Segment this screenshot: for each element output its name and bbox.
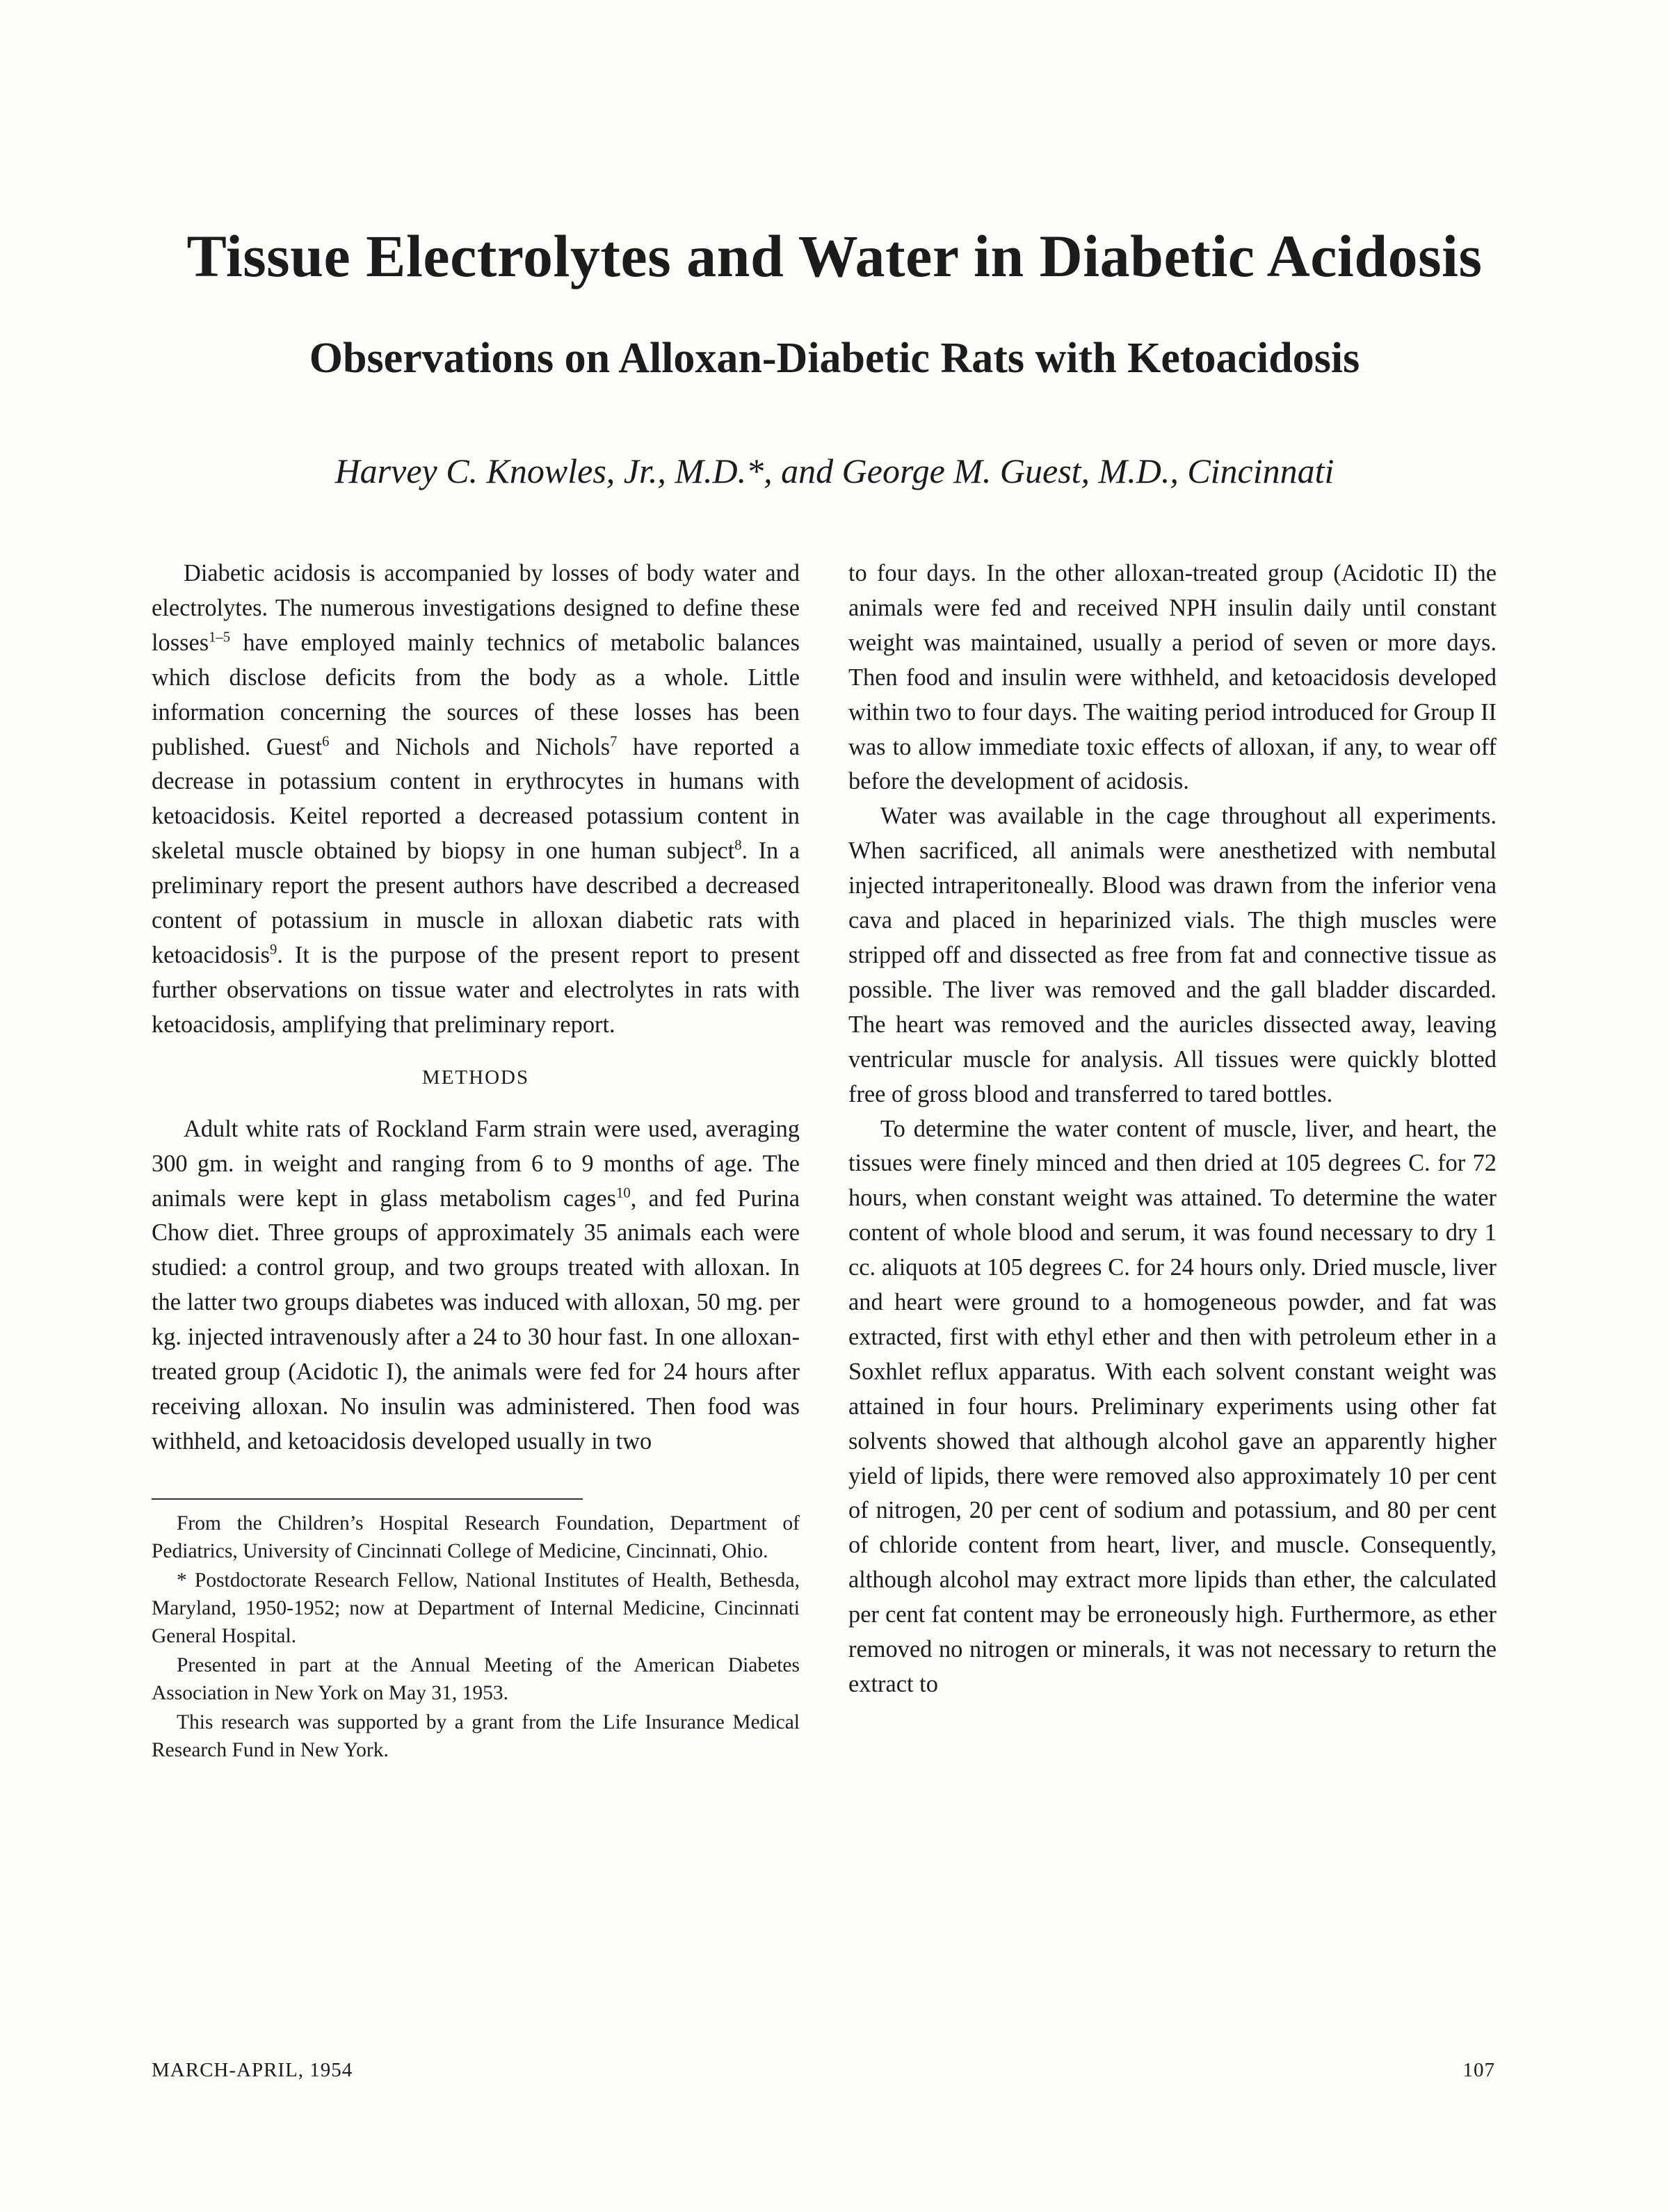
reference-superscript: 9 <box>270 942 277 958</box>
footnote-divider <box>152 1498 583 1500</box>
intro-text-b: have employed mainly technics of metabolic balances which disclose deficits from the body as a whole. Little information concerning the sources of these losses has been published. Guest <box>152 629 800 760</box>
author-line: Harvey C. Knowles, Jr., M.D.*, and George M. Guest, M.D., Cincinnati <box>334 451 1335 490</box>
methods-text-a: Adult white rats of Rockland Farm strain were used, averaging 300 gm. in weight and ranging from 6 to 9 months of age. The animals were kept in glass metabolism cages <box>152 1115 800 1212</box>
page-number: 107 <box>1462 2059 1495 2081</box>
methods-text-b: , and fed Purina Chow diet. Three groups of approximately 35 animals each were studied: a control group, and two groups treated with alloxan. In the latter two groups diabetes was induced with alloxan, 50 mg. per kg. injected intravenously after a 24 to 30 hour fast. In one alloxan-treated group (Acidotic I), the animals were fed for 24 hours after receiving alloxan. No insulin was administered. Then food was withheld, and ketoacidosis developed usually in two <box>152 1185 800 1454</box>
footnotes <box>152 1509 800 1765</box>
article-subtitle: Observations on Alloxan-Diabetic Rats with Ketoacidosis <box>309 335 1360 382</box>
reference-superscript: 7 <box>610 734 618 750</box>
footnote-affiliation: From the Children’s Hospital Research Foundation, Department of Pediatrics, University of Cincinnati College of Medicine, Cincinnati, Ohio. <box>152 1512 800 1563</box>
methods-paragraph <box>152 1112 800 1459</box>
footnote-fellowship: * Postdoctorate Research Fellow, National Institutes of Health, Bethesda, Maryland, 1950-1952; now at Department of Internal Medicine, Cincinnati General Hospital. <box>152 1569 800 1648</box>
intro-text-d: have reported a decrease in potassium content in erythrocytes in humans with ketoacidosis. Keitel reported a decreased potassium content in skeletal muscle obtained by biopsy in one human subject <box>152 733 800 865</box>
article-title: Tissue Electrolytes and Water in Diabetic Acidosis <box>186 223 1483 289</box>
reference-superscript: 10 <box>616 1185 631 1201</box>
intro-text-e: . In a preliminary report the present authors have described a decreased content of potassium in muscle in alloxan diabetic rats with ketoacidosis <box>152 837 800 968</box>
footnote-funding: This research was supported by a grant from the Life Insurance Medical Research Fund in New York. <box>152 1710 800 1761</box>
methods-heading: METHODS <box>421 1066 530 1089</box>
intro-text-f: . It is the purpose of the present report to present further observations on tissue water and electrolytes in rats with ketoacidosis, amplifying that preliminary report. <box>152 941 800 1038</box>
right-column <box>848 556 1497 1702</box>
intro-paragraph <box>152 556 800 1043</box>
sacrifice-paragraph: Water was available in the cage throughout all experiments. When sacrificed, all animals were anesthetized with nembutal injected intraperitoneally. Blood was drawn from the inferior vena cava and placed in heparinized vials. The thigh muscles were stripped off and dissected as free from fat and connective tissue as possible. The liver was removed and the gall bladder discarded. The heart was removed and the auricles dissected away, leaving ventricular muscle for analysis. All tissues were quickly blotted free of gross blood and transferred to tared bottles. <box>848 803 1497 1107</box>
reference-superscript: 8 <box>734 837 742 853</box>
footnote-presentation: Presented in part at the Annual Meeting of the American Diabetes Association in New York on May 31, 1953. <box>152 1653 800 1705</box>
left-column <box>152 556 800 1764</box>
water-content-paragraph: To determine the water content of muscle, liver, and heart, the tissues were finely minced and then dried at 105 degrees C. for 72 hours, when constant weight was attained. To determine the water content of whole blood and serum, it was found necessary to dry 1 cc. aliquots at 105 degrees C. for 24 hours only. Dried muscle, liver and heart were ground to a homogeneous powder, and fat was extracted, first with ethyl ether and then with petroleum ether in a Soxhlet reflux apparatus. With each solvent constant weight was attained in four hours. Preliminary experiments using other fat solvents showed that although alcohol gave an apparently higher yield of lipids, there were removed also approximately 10 per cent of nitrogen, 20 per cent of sodium and potassium, and 80 per cent of chloride content from heart, liver, and muscle. Consequently, although alcohol may extract more lipids than ether, the calculated per cent fat content may be erroneously high. Furthermore, as ether removed no nitrogen or minerals, it was not necessary to return the extract to <box>848 1115 1497 1697</box>
issue-date: MARCH-APRIL, 1954 <box>152 2059 353 2081</box>
reference-superscript: 1–5 <box>209 630 231 646</box>
continuation-paragraph: to four days. In the other alloxan-treated group (Acidotic II) the animals were fed and received NPH insulin daily until constant weight was maintained, usually a period of seven or more days. Then food and insulin were withheld, and ketoacidosis developed within two to four days. The waiting period introduced for Group II was to allow immediate toxic effects of alloxan, if any, to wear off before the development of acidosis. <box>848 560 1497 795</box>
reference-superscript: 6 <box>322 734 330 750</box>
intro-text-a: Diabetic acidosis is accompanied by losses of body water and electrolytes. The numerous investigations designed to define these losses <box>152 560 800 656</box>
intro-text-c: and Nichols and Nichols <box>329 733 611 760</box>
